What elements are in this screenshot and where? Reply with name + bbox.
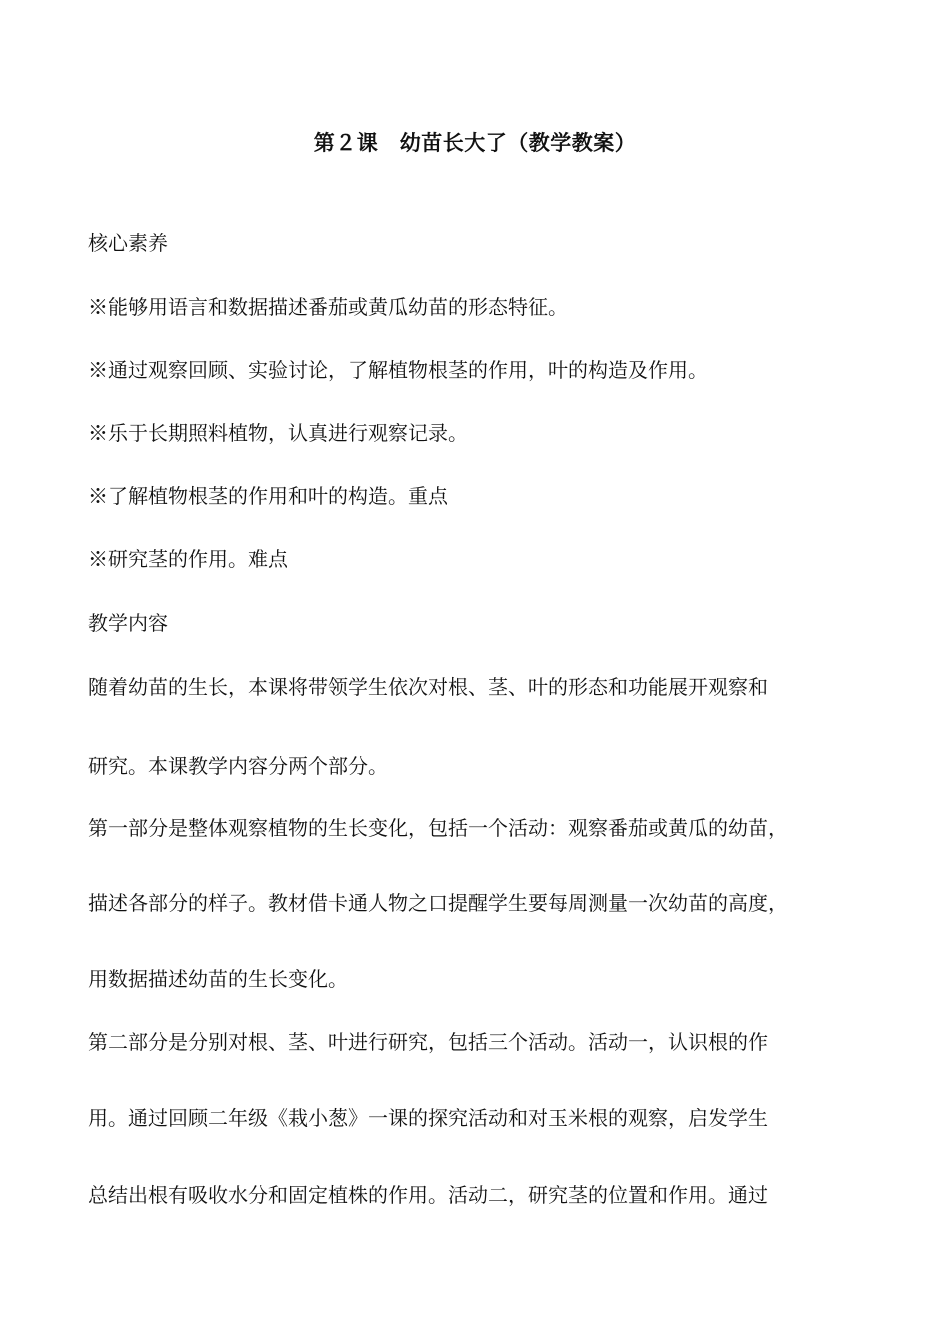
paragraph-line: 描述各部分的样子。教材借卡通人物之口提醒学生要每周测量一次幼苗的高度， [88, 891, 788, 915]
paragraph-line: 第二部分是分别对根、茎、叶进行研究，包括三个活动。活动一，认识根的作 [88, 1030, 768, 1054]
core-item: ※研究茎的作用。难点 [88, 547, 288, 571]
paragraph-line: 研究。本课教学内容分两个部分。 [88, 754, 388, 778]
core-item: ※了解植物根茎的作用和叶的构造。重点 [88, 484, 448, 508]
paragraph-line: 用。通过回顾二年级《栽小葱》一课的探究活动和对玉米根的观察，启发学生 [88, 1106, 768, 1130]
paragraph-line: 随着幼苗的生长，本课将带领学生依次对根、茎、叶的形态和功能展开观察和 [88, 675, 768, 699]
core-item: ※能够用语言和数据描述番茄或黄瓜幼苗的形态特征。 [88, 295, 568, 319]
section-heading-content: 教学内容 [88, 611, 168, 635]
paragraph-line: 用数据描述幼苗的生长变化。 [88, 967, 348, 991]
paragraph-line: 总结出根有吸收水分和固定植株的作用。活动二，研究茎的位置和作用。通过 [88, 1183, 768, 1207]
core-item: ※通过观察回顾、实验讨论，了解植物根茎的作用，叶的构造及作用。 [88, 358, 708, 382]
core-item: ※乐于长期照料植物，认真进行观察记录。 [88, 421, 468, 445]
page-title: 第２课 幼苗长大了（教学教案） [313, 130, 637, 155]
paragraph-line: 第一部分是整体观察植物的生长变化，包括一个活动：观察番茄或黄瓜的幼苗， [88, 816, 788, 840]
section-heading-core: 核心素养 [88, 231, 168, 255]
